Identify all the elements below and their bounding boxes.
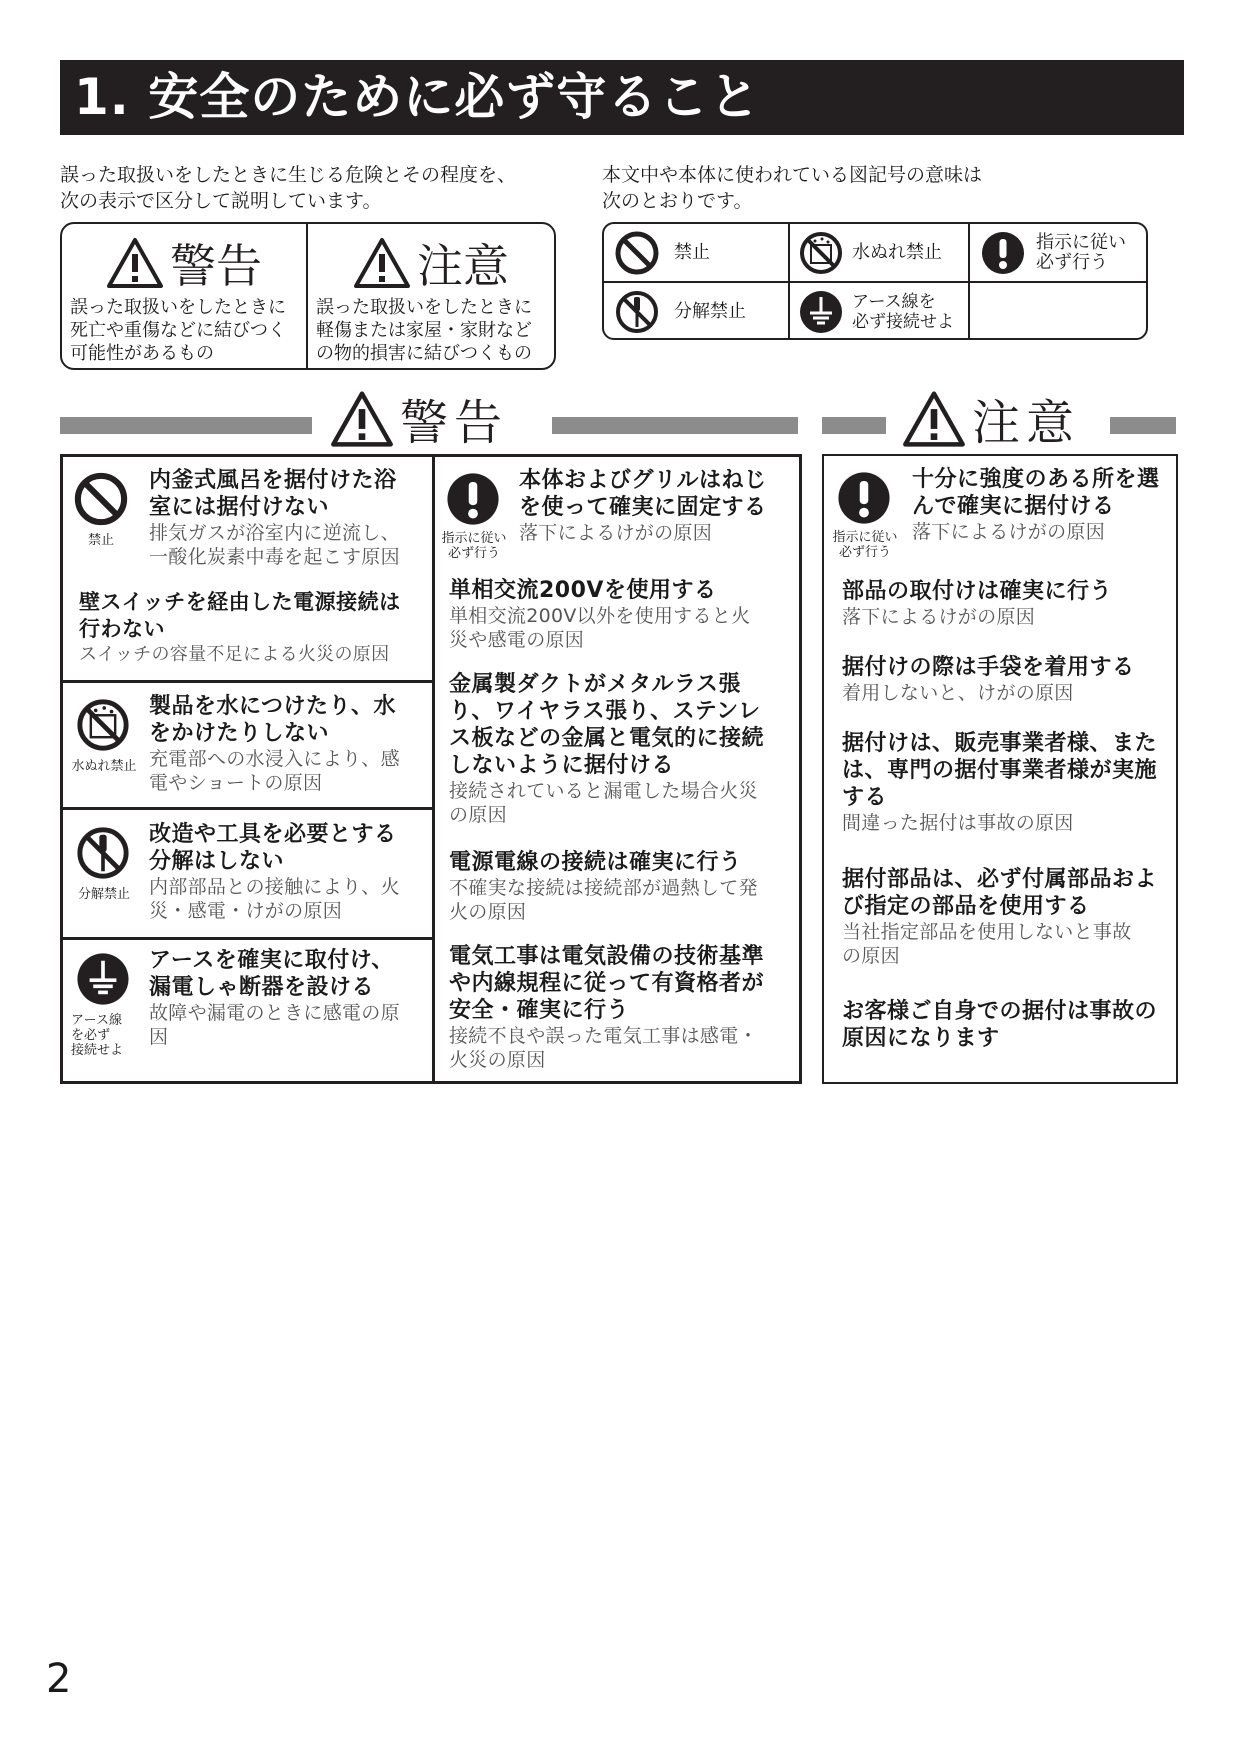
- level-description: 誤った取扱いをしたときに 軽傷または家屋・家財など の物的損害に結びつくもの: [316, 297, 532, 364]
- level-label: 注意: [417, 239, 509, 293]
- caution-item: 据付部品は、必ず付属部品およ び指定の部品を使用する 当社指定部品を使用しないと事故 の原因: [842, 867, 1158, 967]
- caution-item: お客様ご自身での据付は事故の 原因になります: [842, 999, 1158, 1051]
- prohibit-icon: [614, 230, 660, 276]
- warning-triangle-icon: [902, 390, 966, 448]
- intro-right: 本文中や本体に使われている図記号の意味は 次のとおりです。: [602, 164, 983, 212]
- follow-instruction-icon: [836, 470, 892, 526]
- item-icon: 指示に従い 必ず行う: [832, 470, 898, 560]
- caution-item: 部品の取付けは確実に行う 落下によるけがの原因: [842, 579, 1113, 628]
- no-disassembly-icon: [614, 289, 660, 335]
- page-number: 2: [46, 1656, 72, 1702]
- warning-item: 改造や工具を必要とする 分解はしない 内部部品との接触により、火 災・感電・けがの原因: [149, 822, 400, 922]
- symbol-ground: アース線を 必ず接続せよ: [790, 283, 968, 340]
- section-rule: [1110, 417, 1176, 434]
- section-warning-header: 警告: [330, 384, 508, 453]
- no-disassembly-icon: [75, 825, 131, 881]
- warning-item: 本体およびグリルはねじ を使って確実に固定する 落下によるけがの原因: [519, 468, 767, 544]
- no-water-icon: [798, 230, 844, 276]
- warning-item: 製品を水につけたり、水 をかけたりしない 充電部への水浸入により、感 電やショートの原因: [149, 694, 400, 794]
- symbol-prohibit: 禁止: [604, 224, 788, 281]
- warning-item: アースを確実に取付け、 漏電しゃ断器を設ける 故障や漏電のときに感電の原 因: [149, 948, 400, 1048]
- level-caution: [308, 224, 554, 368]
- caution-item: 据付けの際は手袋を着用する 着用しないと、けがの原因: [842, 655, 1135, 704]
- caution-panel: [822, 454, 1178, 1084]
- item-icon: アース線 を必ず 接続せよ: [71, 951, 137, 1058]
- level-warning: [62, 224, 308, 368]
- follow-instruction-icon: [980, 230, 1026, 276]
- follow-instruction-icon: [445, 471, 501, 527]
- item-icon: 禁止: [73, 471, 133, 548]
- warning-item: 壁スイッチを経由した電源接続は 行わない スイッチの容量不足による火災の原因: [79, 590, 401, 665]
- warning-triangle-icon: [353, 237, 411, 289]
- item-icon: 分解禁止: [71, 825, 137, 902]
- ground-icon: [75, 951, 131, 1007]
- symbol-no-water: 水ぬれ禁止: [790, 224, 968, 281]
- level-label: 警告: [170, 239, 262, 293]
- prohibit-icon: [73, 471, 129, 527]
- section-rule: [822, 417, 886, 434]
- warning-item: 単相交流200Vを使用する 単相交流200V以外を使用すると火 災や感電の原因: [449, 578, 751, 651]
- warning-panel: [60, 454, 802, 1084]
- symbol-no-disassembly: 分解禁止: [604, 283, 788, 340]
- section-rule: [60, 417, 312, 434]
- warning-item: 電源電線の接続は確実に行う 不確実な接続は接続部が過熱して発 火の原因: [449, 850, 758, 923]
- warning-item: 金属製ダクトがメタルラス張 り、ワイヤラス張り、ステンレ ス板などの金属と電気的に接続 しないように据付ける 接続されていると漏電した場合火災 の原因: [449, 672, 765, 826]
- ground-icon: [798, 289, 844, 335]
- section-caution-header: 注意: [902, 384, 1080, 453]
- warning-triangle-icon: [106, 237, 164, 289]
- section-rule: [552, 417, 798, 434]
- hazard-level-legend: [60, 222, 556, 370]
- intro-left: 誤った取扱いをしたときに生じる危険とその程度を、 次の表示で区分して説明しています。: [60, 164, 517, 212]
- warning-triangle-icon: [330, 390, 394, 448]
- caution-item: 十分に強度のある所を選 んで確実に据付ける 落下によるけがの原因: [912, 467, 1160, 543]
- caution-item: 据付けは、販売事業者様、また は、専門の据付事業者様が実施 する 間違った据付は事故の原因: [842, 731, 1158, 834]
- item-icon: 水ぬれ禁止: [71, 697, 137, 774]
- symbol-follow: 指示に従い 必ず行う: [970, 224, 1146, 281]
- item-icon: 指示に従い 必ず行う: [441, 471, 507, 561]
- level-description: 誤った取扱いをしたときに 死亡や重傷などに結びつく 可能性があるもの: [70, 297, 286, 364]
- page-title: 1. 安全のために必ず守ること: [60, 60, 1184, 135]
- warning-item: 内釜式風呂を据付けた浴 室には据付けない 排気ガスが浴室内に逆流し、 一酸化炭素中毒を起こす原因: [149, 468, 400, 568]
- warning-item: 電気工事は電気設備の技術基準 や内線規程に従って有資格者が 安全・確実に行う 接続不良や誤った電気工事は感電・ 火災の原因: [449, 944, 765, 1071]
- symbol-legend: [602, 222, 1148, 340]
- no-water-icon: [75, 697, 131, 753]
